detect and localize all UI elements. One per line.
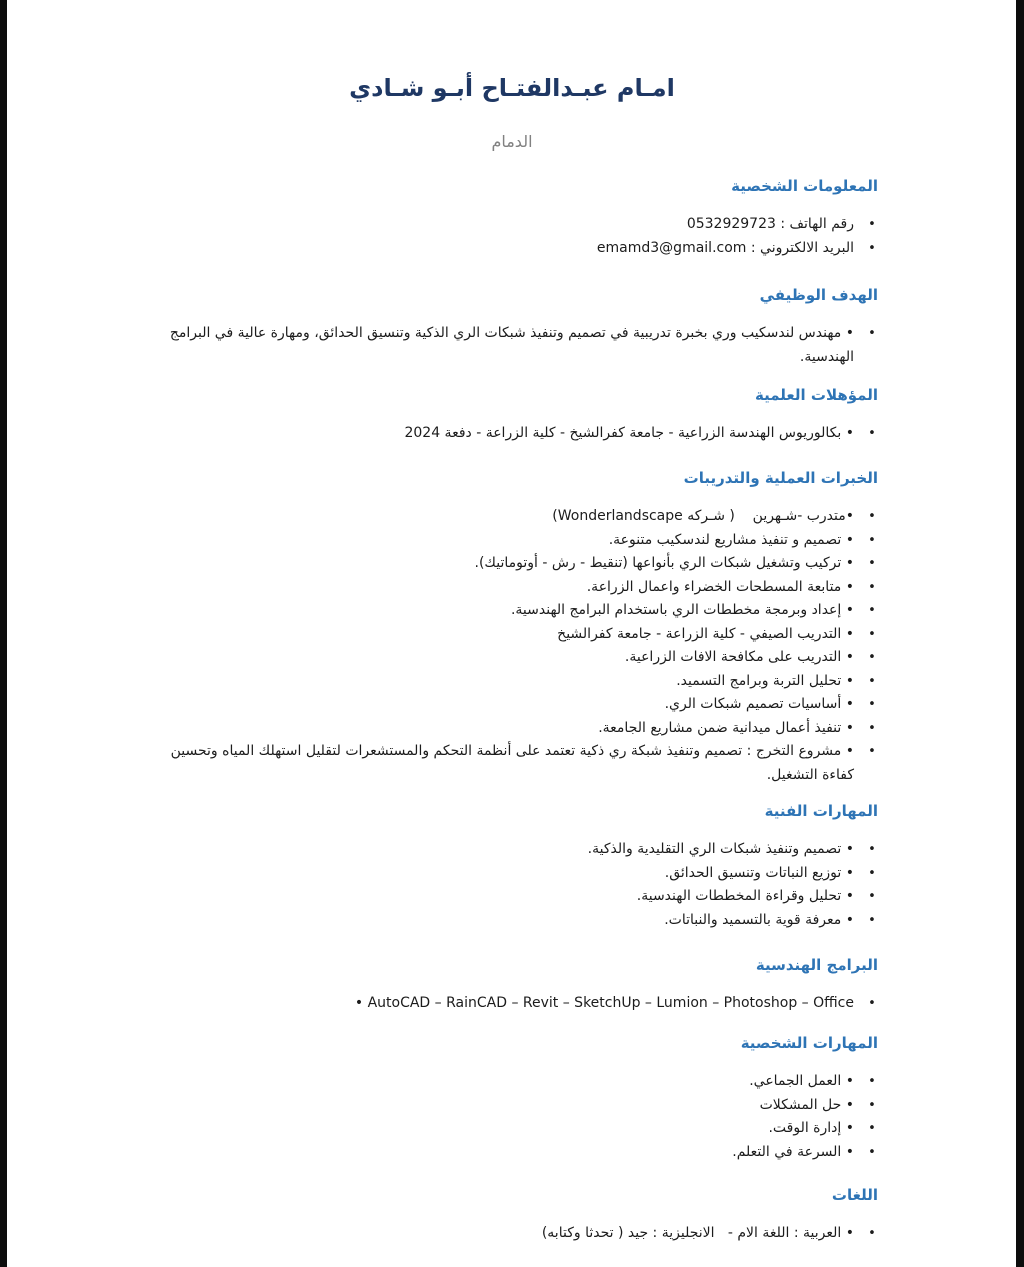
list-item: [146, 740, 878, 787]
section-items-technical-skills: [146, 838, 878, 932]
list-item: [146, 623, 878, 647]
list-item: [146, 599, 878, 623]
list-item-text: • السرعة في التعلم.: [732, 1143, 854, 1160]
section-heading-education: المؤهلات العلمية: [755, 386, 878, 404]
list-item-text: • بكالوريوس الهندسة الزراعية - جامعة كفرالشيخ - كلية الزراعة - دفعة 2024: [404, 425, 854, 441]
list-item: [146, 505, 878, 529]
section-technical-skills: [146, 801, 878, 932]
bullet-icon: •: [868, 532, 876, 548]
list-item: [146, 213, 878, 237]
section-personal-skills: [146, 1033, 878, 1164]
list-item-text: •متدرب -شـهرين ( شـركه Wonderlandscape): [552, 508, 854, 524]
bullet-icon: •: [868, 217, 876, 232]
bullet-icon: •: [868, 326, 876, 341]
list-item-text: • مشروع التخرج : تصميم وتنفيذ شبكة ري ذكية تعتمد على أنظمة التحكم والمستشعرات لتقليل استهلك المياه وتحسين كفاءة التشغيل.: [166, 743, 854, 783]
bullet-icon: •: [868, 240, 876, 256]
list-item: [146, 1094, 878, 1118]
section-languages: [146, 1185, 878, 1246]
section-objective: [146, 285, 878, 369]
section-heading-technical-skills: المهارات الفنية: [764, 802, 878, 820]
list-item: [146, 529, 878, 553]
list-item-text: • أساسيات تصميم شبكات الري.: [664, 696, 854, 712]
section-items-objective: [146, 322, 878, 369]
list-item-text: رقم الهاتف : 0532929723: [686, 216, 854, 232]
list-item: [146, 862, 878, 886]
list-item: [146, 646, 878, 670]
section-heading-personal-info: المعلومات الشخصية: [731, 177, 878, 195]
list-item-text: البريد الالكتروني : emamd3@gmail.com: [596, 239, 854, 256]
scan-artifact-left-edge: [0, 0, 7, 1267]
bullet-icon: •: [868, 697, 876, 712]
list-item-text: • تصميم وتنفيذ شبكات الري التقليدية والذكية.: [587, 841, 854, 857]
bullet-icon: •: [868, 626, 876, 642]
list-item: [146, 693, 878, 717]
list-item-text: • AutoCAD – RainCAD – Revit – SketchUp – Lumion – Photoshop – Office: [354, 995, 854, 1011]
section-items-personal-skills: [146, 1070, 878, 1164]
bullet-icon: •: [868, 579, 876, 595]
list-item-text: • حل المشكلات: [759, 1096, 854, 1113]
list-item-text: • العمل الجماعي.: [749, 1073, 854, 1089]
section-software: [146, 955, 878, 1016]
list-item: [146, 1117, 878, 1141]
list-item: [146, 576, 878, 600]
bullet-icon: •: [868, 603, 876, 618]
bullet-icon: •: [868, 509, 876, 524]
list-item: [146, 909, 878, 933]
bullet-icon: •: [868, 556, 876, 571]
scan-artifact-right-edge: [1016, 0, 1024, 1267]
list-item: [146, 1070, 878, 1094]
list-item: [146, 717, 878, 741]
bullet-icon: •: [868, 744, 876, 759]
list-item-text: • إدارة الوقت.: [768, 1120, 854, 1136]
section-education: [146, 385, 878, 446]
list-item-text: • تحليل التربة وبرامج التسميد.: [676, 672, 854, 689]
list-item-text: • التدريب الصيفي - كلية الزراعة - جامعة كفرالشيخ: [557, 625, 854, 642]
section-items-experience: [146, 505, 878, 787]
bullet-icon: •: [868, 673, 876, 689]
bullet-icon: •: [868, 426, 876, 441]
section-heading-objective: الهدف الوظيفي: [759, 286, 878, 304]
list-item-text: • تحليل وقراءة المخططات الهندسية.: [636, 888, 854, 904]
list-item: [146, 552, 878, 576]
bullet-icon: •: [868, 865, 876, 881]
list-item-text: • التدريب على مكافحة الافات الزراعية.: [624, 649, 854, 665]
list-item: [146, 670, 878, 694]
bullet-icon: •: [868, 996, 876, 1011]
section-heading-software: البرامج الهندسية: [755, 956, 878, 974]
list-item-text: • العربية : اللغة الام - الانجليزية : جيد ( تحدثا وكتابه): [541, 1225, 854, 1241]
section-heading-personal-skills: المهارات الشخصية: [740, 1034, 878, 1052]
bullet-icon: •: [868, 1097, 876, 1113]
section-heading-experience: الخبرات العملية والتدريبات: [683, 469, 878, 487]
section-items-personal-info: [146, 213, 878, 260]
list-item-text: • تصميم و تنفيذ مشاريع لندسكيب متنوعة.: [608, 531, 854, 548]
bullet-icon: •: [868, 1226, 876, 1241]
list-item-text: • مهندس لندسكيب وري بخبرة تدريبية في تصميم وتنفيذ شبكات الري الذكية وتنسيق الحدائق، ومهارة عالية في البرامج الهندسية.: [165, 325, 854, 365]
list-item-text: • توزيع النباتات وتنسيق الحدائق.: [664, 864, 854, 881]
bullet-icon: •: [868, 1121, 876, 1136]
cv-content: [146, 0, 878, 1267]
list-item: [146, 1141, 878, 1165]
list-item-text: • تنفيذ أعمال ميدانية ضمن مشاريع الجامعة.: [598, 719, 854, 736]
list-item-text: • تركيب وتشغيل شبكات الري بأنواعها (تنقيط - رش - أوتوماتيك).: [474, 555, 854, 571]
bullet-icon: •: [868, 842, 876, 857]
section-items-languages: [146, 1222, 878, 1246]
bullet-icon: •: [868, 1074, 876, 1089]
bullet-icon: •: [868, 1144, 876, 1160]
list-item: [146, 422, 878, 446]
section-personal-info: [146, 176, 878, 260]
list-item: [146, 237, 878, 261]
list-item-text: • متابعة المسطحات الخضراء واعمال الزراعة.: [586, 578, 854, 595]
list-item: [146, 992, 878, 1016]
bullet-icon: •: [868, 912, 876, 928]
section-experience: [146, 468, 878, 787]
list-item: [146, 1222, 878, 1246]
bullet-icon: •: [868, 720, 876, 736]
list-item-text: • إعداد وبرمجة مخططات الري باستخدام البرامج الهندسية.: [510, 602, 854, 618]
list-item: [146, 838, 878, 862]
section-heading-languages: اللغات: [831, 1186, 878, 1204]
page-title: امـام عبـدالفتـاح أبـو شـادي: [349, 74, 675, 102]
section-items-software: [146, 992, 878, 1016]
list-item-text: • معرفة قوية بالتسميد والنباتات.: [664, 911, 854, 928]
location-subtitle: الدمام: [491, 132, 533, 151]
list-item: [146, 322, 878, 369]
bullet-icon: •: [868, 650, 876, 665]
list-item: [146, 885, 878, 909]
bullet-icon: •: [868, 889, 876, 904]
section-items-education: [146, 422, 878, 446]
